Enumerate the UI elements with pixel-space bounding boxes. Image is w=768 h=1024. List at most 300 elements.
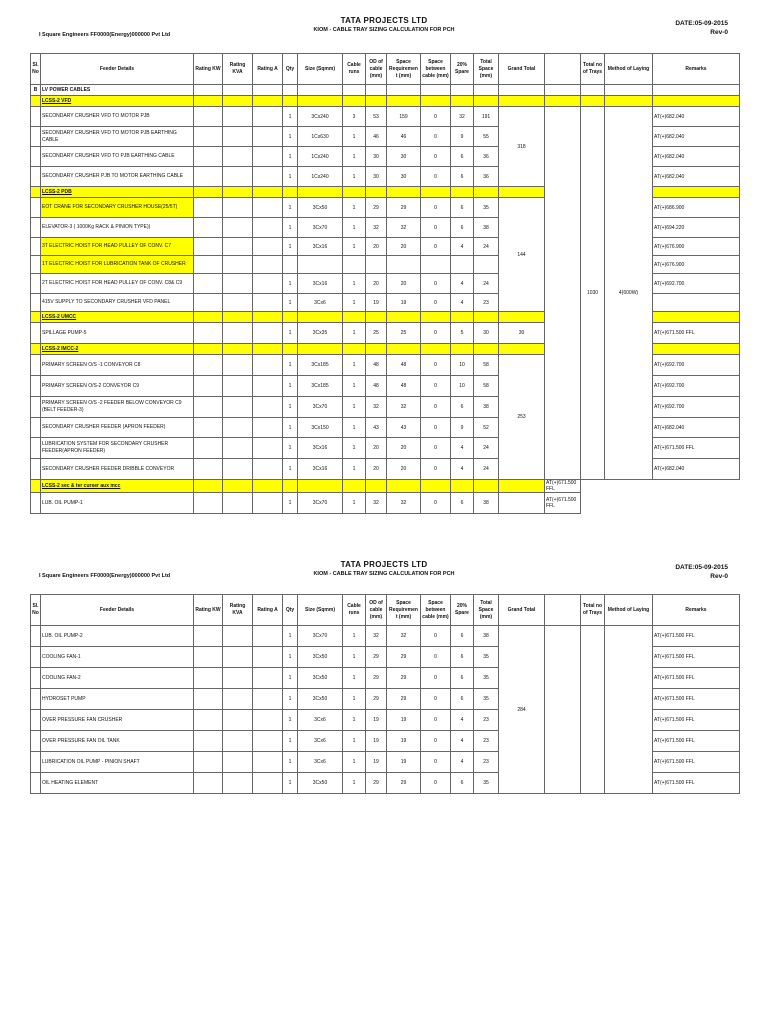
cell-total: 35 bbox=[474, 689, 499, 710]
cell-size: 3Cx50 bbox=[298, 198, 343, 218]
cell-req: 29 bbox=[387, 647, 421, 668]
cell-qty: 1 bbox=[283, 323, 298, 344]
cell-between: 0 bbox=[421, 668, 451, 689]
cell-runs: 1 bbox=[343, 418, 366, 438]
cell-total: 23 bbox=[474, 294, 499, 312]
grand-total-page2: 284 bbox=[499, 626, 545, 794]
cell-total: 24 bbox=[474, 438, 499, 459]
cell-remarks: AT(+)671.500 FFL bbox=[653, 731, 740, 752]
cell-total: 24 bbox=[474, 459, 499, 480]
cell-feeder: LUBRICATION SYSTEM FOR SECONDARY CRUSHER FEEDER(APRON FEEDER) bbox=[41, 438, 194, 459]
cell-req: 48 bbox=[387, 376, 421, 397]
cell-remarks: AT(+)692.700 bbox=[653, 274, 740, 294]
col-remarks: Remarks bbox=[653, 54, 740, 85]
cell-spare: 6 bbox=[451, 647, 474, 668]
cell-total: 36 bbox=[474, 147, 499, 167]
cell-runs: 1 bbox=[343, 238, 366, 256]
cell-feeder: SECONDARY CRUSHER FEEDER (APRON FEEDER) bbox=[41, 418, 194, 438]
cell-req: 32 bbox=[387, 218, 421, 238]
cell-remarks: AT(+)671.500 FFL bbox=[545, 493, 581, 514]
col-feeder-details: Feeder Details bbox=[41, 595, 194, 626]
cell-size bbox=[298, 256, 343, 274]
cell-between: 0 bbox=[421, 773, 451, 794]
cell-runs: 1 bbox=[343, 294, 366, 312]
cell-qty: 1 bbox=[283, 493, 298, 514]
cell-remarks: AT(+)692.700 bbox=[653, 376, 740, 397]
cell-od: 32 bbox=[366, 397, 387, 418]
cell-total: 58 bbox=[474, 355, 499, 376]
cell-qty: 1 bbox=[283, 167, 298, 187]
cell-between: 0 bbox=[421, 689, 451, 710]
vendor-name: I Square Engineers FF0000(Energy)000000 Pvt Ltd bbox=[39, 573, 171, 579]
cell-total: 35 bbox=[474, 773, 499, 794]
cell-total: 36 bbox=[474, 167, 499, 187]
revision-label: Rev-0 bbox=[710, 573, 728, 580]
cell-qty: 1 bbox=[283, 294, 298, 312]
col-remarks: Remarks bbox=[653, 595, 740, 626]
col-cable-runs: Cable runs bbox=[343, 595, 366, 626]
col-space-req: Space Requiremen t (mm) bbox=[387, 595, 421, 626]
cell-size: 3Cx16 bbox=[298, 459, 343, 480]
col-feeder-details: Feeder Details bbox=[41, 54, 194, 85]
cell-feeder: SECONDARY CRUSHER VFD TO MOTOR PJB bbox=[41, 107, 194, 127]
cell-total: 35 bbox=[474, 647, 499, 668]
cell-size: 3Cx240 bbox=[298, 107, 343, 127]
col-rating-a: Rating A bbox=[253, 54, 283, 85]
cell-od: 20 bbox=[366, 438, 387, 459]
cell-runs: 1 bbox=[343, 355, 366, 376]
cell-feeder: SECONDARY CRUSHER PJB TO MOTOR EARTHING CABLE bbox=[41, 167, 194, 187]
cell-od bbox=[366, 256, 387, 274]
cell-req: 46 bbox=[387, 127, 421, 147]
sheet-subtitle: KIOM - CABLE TRAY SIZING CALCULATION FOR PCH bbox=[313, 571, 455, 577]
cell-od: 29 bbox=[366, 647, 387, 668]
group-row-lcss-sec bbox=[31, 480, 740, 493]
cell-runs: 1 bbox=[343, 218, 366, 238]
cell-qty: 1 bbox=[283, 773, 298, 794]
cell-total: 38 bbox=[474, 218, 499, 238]
cell-od: 25 bbox=[366, 323, 387, 344]
cell-spare: 6 bbox=[451, 773, 474, 794]
cell-feeder: COOLING FAN-2 bbox=[41, 668, 194, 689]
cell-between: 0 bbox=[421, 647, 451, 668]
table-header-row bbox=[31, 595, 740, 626]
cell-remarks: AT(+)682.040 bbox=[653, 459, 740, 480]
cell-qty: 1 bbox=[283, 198, 298, 218]
cell-od: 19 bbox=[366, 294, 387, 312]
cell-spare: 4 bbox=[451, 731, 474, 752]
cell-spare: 6 bbox=[451, 689, 474, 710]
col-method: Method of Laying bbox=[605, 595, 653, 626]
grand-total-pdb: 144 bbox=[499, 198, 545, 312]
section-row-lv-power bbox=[31, 85, 740, 96]
table-header-row bbox=[31, 54, 740, 85]
sheet-subtitle: KIOM - CABLE TRAY SIZING CALCULATION FOR PCH bbox=[313, 27, 455, 33]
cell-req: 30 bbox=[387, 167, 421, 187]
cell-size: 3Cx6 bbox=[298, 731, 343, 752]
col-method: Method of Laying bbox=[605, 54, 653, 85]
cell-remarks: AT(+)692.700 bbox=[653, 397, 740, 418]
col-size: Size (Sqmm) bbox=[298, 54, 343, 85]
cell-remarks: AT(+)671.500 FFL bbox=[653, 323, 740, 344]
cell-spare: 10 bbox=[451, 376, 474, 397]
cell-runs: 1 bbox=[343, 731, 366, 752]
cell-size: 3Cx70 bbox=[298, 218, 343, 238]
cell-between: 0 bbox=[421, 167, 451, 187]
cell-req bbox=[387, 256, 421, 274]
cell-between: 0 bbox=[421, 397, 451, 418]
cell-size: 3Cx50 bbox=[298, 689, 343, 710]
cell-od: 48 bbox=[366, 355, 387, 376]
cell-total: 35 bbox=[474, 668, 499, 689]
cell-qty: 1 bbox=[283, 418, 298, 438]
cell-req: 43 bbox=[387, 418, 421, 438]
cell-remarks: AT(+)671.500 FFL bbox=[653, 710, 740, 731]
cell-req: 25 bbox=[387, 323, 421, 344]
cell-req: 30 bbox=[387, 147, 421, 167]
cell-runs: 1 bbox=[343, 376, 366, 397]
cell-total: 52 bbox=[474, 418, 499, 438]
cell-od: 29 bbox=[366, 689, 387, 710]
cell-size: 3Cx6 bbox=[298, 294, 343, 312]
cell-total: 38 bbox=[474, 626, 499, 647]
vendor-name: I Square Engineers FF0000(Energy)000000 Pvt Ltd bbox=[39, 32, 171, 38]
cell-spare: 5 bbox=[451, 323, 474, 344]
cell-qty: 1 bbox=[283, 218, 298, 238]
col-size: Size (Sqmm) bbox=[298, 595, 343, 626]
cell-req: 32 bbox=[387, 493, 421, 514]
cell-feeder: 2T ELECTRIC HOIST FOR HEAD PULLEY OF CONV. C8& C9 bbox=[41, 274, 194, 294]
cell-between: 0 bbox=[421, 710, 451, 731]
cell-spare: 6 bbox=[451, 167, 474, 187]
cell-total: 24 bbox=[474, 274, 499, 294]
cell-feeder: SECONDARY CRUSHER FEEDER DRIBBLE CONVEYOR bbox=[41, 459, 194, 480]
cell-spare: 4 bbox=[451, 459, 474, 480]
cell-size: 3Cx6 bbox=[298, 710, 343, 731]
cell-size: 3Cx16 bbox=[298, 274, 343, 294]
cell-size: 1Cx240 bbox=[298, 147, 343, 167]
cell-between: 0 bbox=[421, 218, 451, 238]
col-spare: 20% Spare bbox=[451, 595, 474, 626]
cell-runs: 1 bbox=[343, 773, 366, 794]
cell-runs: 3 bbox=[343, 107, 366, 127]
cell-feeder: OVER PRESSURE FAN OIL TANK bbox=[41, 731, 194, 752]
cell-size: 3Cx70 bbox=[298, 397, 343, 418]
cell-remarks: AT(+)682.040 bbox=[653, 418, 740, 438]
col-rating-kw: Rating KW bbox=[194, 54, 223, 85]
cell-remarks: AT(+)682.040 bbox=[653, 107, 740, 127]
cell-qty: 1 bbox=[283, 731, 298, 752]
cell-size: 3Cx185 bbox=[298, 355, 343, 376]
col-qty: Qty bbox=[283, 54, 298, 85]
cell-spare: 4 bbox=[451, 274, 474, 294]
cell-between: 0 bbox=[421, 198, 451, 218]
cell-qty: 1 bbox=[283, 438, 298, 459]
col-empty bbox=[545, 54, 581, 85]
col-sl-no: Sl. No bbox=[31, 595, 41, 626]
cell-req: 20 bbox=[387, 274, 421, 294]
cell-runs: 1 bbox=[343, 493, 366, 514]
cell-spare: 6 bbox=[451, 397, 474, 418]
cell-runs: 1 bbox=[343, 668, 366, 689]
date-block bbox=[675, 19, 728, 37]
cell-qty: 1 bbox=[283, 459, 298, 480]
date-label: DATE:05-09-2015 bbox=[675, 564, 728, 571]
cell-spare: 9 bbox=[451, 127, 474, 147]
table-row bbox=[31, 107, 740, 127]
cell-spare: 6 bbox=[451, 218, 474, 238]
cell-od: 19 bbox=[366, 710, 387, 731]
cell-feeder: COOLING FAN-1 bbox=[41, 647, 194, 668]
cell-spare: 4 bbox=[451, 238, 474, 256]
col-total-trays: Total no of Trays bbox=[581, 54, 605, 85]
cell-od: 29 bbox=[366, 198, 387, 218]
cell-spare: 4 bbox=[451, 438, 474, 459]
cell-between: 0 bbox=[421, 626, 451, 647]
cell-between: 0 bbox=[421, 752, 451, 773]
cell-feeder: OVER PRESSURE FAN CRUSHER bbox=[41, 710, 194, 731]
cell-feeder: HYDROSET PUMP bbox=[41, 689, 194, 710]
total-trays-value: 1030 bbox=[581, 107, 605, 480]
cell-size: 3Cx50 bbox=[298, 773, 343, 794]
cell-od: 32 bbox=[366, 218, 387, 238]
cell-od: 43 bbox=[366, 418, 387, 438]
col-rating-kva: Rating KVA bbox=[223, 54, 253, 85]
col-total-space: Total Space (mm) bbox=[474, 54, 499, 85]
cell-between: 0 bbox=[421, 376, 451, 397]
cell-between: 0 bbox=[421, 418, 451, 438]
col-rating-a: Rating A bbox=[253, 595, 283, 626]
cell-od: 30 bbox=[366, 167, 387, 187]
method-of-laying-value: 4(600W) bbox=[605, 107, 653, 480]
col-empty bbox=[545, 595, 581, 626]
cell-total: 23 bbox=[474, 752, 499, 773]
cell-od: 20 bbox=[366, 238, 387, 256]
cell-runs: 1 bbox=[343, 274, 366, 294]
cell-size: 3Cx50 bbox=[298, 668, 343, 689]
date-label: DATE:05-09-2015 bbox=[675, 20, 728, 27]
cell-od: 30 bbox=[366, 147, 387, 167]
col-rating-kva: Rating KVA bbox=[223, 595, 253, 626]
cell-remarks: AT(+)686.900 bbox=[653, 198, 740, 218]
col-qty: Qty bbox=[283, 595, 298, 626]
table-row bbox=[31, 493, 740, 514]
cell-od: 32 bbox=[366, 626, 387, 647]
cell-feeder: PRIMARY SCREEN O/S -2 FEEDER BELOW CONVEYOR C9 (BELT FEEDER-3) bbox=[41, 397, 194, 418]
date-block bbox=[675, 563, 728, 581]
col-sl-no: Sl. No bbox=[31, 54, 41, 85]
cell-req: 29 bbox=[387, 668, 421, 689]
cell-od: 46 bbox=[366, 127, 387, 147]
cell-remarks: AT(+)694.220 bbox=[653, 218, 740, 238]
cell-req: 20 bbox=[387, 459, 421, 480]
cell-size: 3Cx70 bbox=[298, 626, 343, 647]
cell-feeder: LUB. OIL PUMP-2 bbox=[41, 626, 194, 647]
cell-feeder: OIL HEATING ELEMENT bbox=[41, 773, 194, 794]
cell-size: 3Cx6 bbox=[298, 752, 343, 773]
group-label: LCSS-2 sec & ter curser aux mcc bbox=[41, 480, 194, 493]
cell-od: 29 bbox=[366, 668, 387, 689]
cell-qty: 1 bbox=[283, 127, 298, 147]
group-label: LCSS-2 PDB bbox=[41, 187, 194, 198]
cell-spare: 4 bbox=[451, 294, 474, 312]
cell-remarks: AT(+)682.040 bbox=[653, 147, 740, 167]
cell-req: 19 bbox=[387, 710, 421, 731]
cell-qty: 1 bbox=[283, 397, 298, 418]
col-od: OD of cable (mm) bbox=[366, 54, 387, 85]
cell-total: 30 bbox=[474, 323, 499, 344]
col-total-space: Total Space (mm) bbox=[474, 595, 499, 626]
cell-size: 3Cx50 bbox=[298, 647, 343, 668]
cell-feeder: SECONDARY CRUSHER VFD TO PJB EARTHING CABLE bbox=[41, 147, 194, 167]
cell-req: 29 bbox=[387, 689, 421, 710]
cable-tray-table-2 bbox=[30, 594, 740, 794]
cell-between: 0 bbox=[421, 493, 451, 514]
cell-total: 38 bbox=[474, 493, 499, 514]
cell-feeder: 1T ELECTRIC HOIST FOR LUBRICATION TANK OF CRUSHER bbox=[41, 256, 194, 274]
col-od: OD of cable (mm) bbox=[366, 595, 387, 626]
cell-runs: 1 bbox=[343, 167, 366, 187]
cell-od: 19 bbox=[366, 752, 387, 773]
cell-remarks: AT(+)682.040 bbox=[653, 167, 740, 187]
cell-qty: 1 bbox=[283, 752, 298, 773]
cell-feeder: LUB. OIL PUMP-1 bbox=[41, 493, 194, 514]
cell-remarks: AT(+)671.500 FFL bbox=[653, 626, 740, 647]
cell-feeder: PRIMARY SCREEN O/S -1 CONVEYOR C8 bbox=[41, 355, 194, 376]
col-cable-runs: Cable runs bbox=[343, 54, 366, 85]
cell-total: 24 bbox=[474, 238, 499, 256]
cell-size: 3Cx35 bbox=[298, 323, 343, 344]
cell-od: 20 bbox=[366, 459, 387, 480]
cell-remarks: AT(+)692.700 bbox=[653, 355, 740, 376]
section-number: B bbox=[31, 85, 41, 96]
col-space-between: Space between cable (mm) bbox=[421, 54, 451, 85]
cell-spare: 4 bbox=[451, 710, 474, 731]
cell-total: 35 bbox=[474, 198, 499, 218]
cell-spare: 6 bbox=[451, 626, 474, 647]
cell-od: 19 bbox=[366, 731, 387, 752]
cell-runs: 1 bbox=[343, 459, 366, 480]
cell-between: 0 bbox=[421, 731, 451, 752]
cell-runs: 1 bbox=[343, 323, 366, 344]
cell-size: 3Cx70 bbox=[298, 493, 343, 514]
grand-total-imcc: 253 bbox=[499, 355, 545, 480]
cell-od: 20 bbox=[366, 274, 387, 294]
cell-req: 159 bbox=[387, 107, 421, 127]
cell-od: 29 bbox=[366, 773, 387, 794]
cell-size: 3Cx16 bbox=[298, 438, 343, 459]
cell-spare bbox=[451, 256, 474, 274]
cell-qty: 1 bbox=[283, 689, 298, 710]
cell-total: 55 bbox=[474, 127, 499, 147]
cell-feeder: SECONDARY CRUSHER VFD TO MOTOR PJB EARTHING CABLE bbox=[41, 127, 194, 147]
cell-feeder: PRIMARY SCREEN O/S-2 CONVEYOR C9 bbox=[41, 376, 194, 397]
cell-remarks: AT(+)682.040 bbox=[653, 127, 740, 147]
cell-between: 0 bbox=[421, 323, 451, 344]
cell-total: 23 bbox=[474, 710, 499, 731]
cell-total: 58 bbox=[474, 376, 499, 397]
cell-feeder: 415V SUPPLY TO SECONDARY CRUSHER VFD PANEL bbox=[41, 294, 194, 312]
cell-runs: 1 bbox=[343, 127, 366, 147]
cell-remarks: AT(+)671.500 FFL bbox=[653, 752, 740, 773]
cell-qty: 1 bbox=[283, 107, 298, 127]
group-row-lcss-vfd bbox=[31, 96, 740, 107]
group-label: LCSS-2 VFD bbox=[41, 96, 194, 107]
cell-between: 0 bbox=[421, 438, 451, 459]
cell-between: 0 bbox=[421, 274, 451, 294]
col-rating-kw: Rating KW bbox=[194, 595, 223, 626]
cell-spare: 6 bbox=[451, 147, 474, 167]
revision-label: Rev-0 bbox=[710, 29, 728, 36]
cell-runs: 1 bbox=[343, 626, 366, 647]
cell-req: 32 bbox=[387, 626, 421, 647]
cell-od: 53 bbox=[366, 107, 387, 127]
cell-remarks: AT(+)676.900 bbox=[653, 256, 740, 274]
cell-spare: 6 bbox=[451, 493, 474, 514]
cell-runs: 1 bbox=[343, 710, 366, 731]
table-row bbox=[31, 626, 740, 647]
cell-qty: 1 bbox=[283, 355, 298, 376]
cell-runs: 1 bbox=[343, 752, 366, 773]
cell-remarks bbox=[653, 294, 740, 312]
cell-req: 29 bbox=[387, 773, 421, 794]
cell-spare: 6 bbox=[451, 668, 474, 689]
col-grand-total: Grand Total bbox=[499, 595, 545, 626]
cell-total: 38 bbox=[474, 397, 499, 418]
group-label: LCSS-2 UMCC bbox=[41, 312, 194, 323]
cell-req: 19 bbox=[387, 752, 421, 773]
cell-runs: 1 bbox=[343, 147, 366, 167]
cell-feeder: EOT CRANE FOR SECONDARY CRUSHER HOUSE(25/5T) bbox=[41, 198, 194, 218]
cell-req: 19 bbox=[387, 294, 421, 312]
cell-runs: 1 bbox=[343, 689, 366, 710]
cell-qty: 1 bbox=[283, 274, 298, 294]
cell-between: 0 bbox=[421, 459, 451, 480]
cell-req: 48 bbox=[387, 355, 421, 376]
cell-req: 19 bbox=[387, 731, 421, 752]
cell-spare: 10 bbox=[451, 355, 474, 376]
cell-spare: 32 bbox=[451, 107, 474, 127]
cell-req: 20 bbox=[387, 438, 421, 459]
cell-remarks: AT(+)671.500 FFL bbox=[653, 438, 740, 459]
grand-total-vfd: 318 bbox=[499, 107, 545, 187]
cell-total: 191 bbox=[474, 107, 499, 127]
cell-remarks: AT(+)671.500 FFL bbox=[653, 668, 740, 689]
cell-qty: 1 bbox=[283, 376, 298, 397]
cell-qty: 1 bbox=[283, 626, 298, 647]
company-title: TATA PROJECTS LTD bbox=[340, 16, 428, 25]
group-label: LCSS-2 IMCC-2 bbox=[41, 344, 194, 355]
cell-between: 0 bbox=[421, 238, 451, 256]
cell-runs: 1 bbox=[343, 647, 366, 668]
cell-remarks: AT(+)676.900 bbox=[653, 238, 740, 256]
cell-runs bbox=[343, 256, 366, 274]
cell-feeder: 3T ELECTRIC HOIST FOR HEAD PULLEY OF CONV. C7 bbox=[41, 238, 194, 256]
cell-qty: 1 bbox=[283, 238, 298, 256]
section-label: LV POWER CABLES bbox=[41, 85, 194, 96]
cell-between bbox=[421, 256, 451, 274]
cell-od: 32 bbox=[366, 493, 387, 514]
cell-qty bbox=[283, 256, 298, 274]
col-space-req: Space Requiremen t (mm) bbox=[387, 54, 421, 85]
cell-remarks: AT(+)671.500 FFL bbox=[653, 773, 740, 794]
cell-feeder: SPILLAGE PUMP-5 bbox=[41, 323, 194, 344]
cell-size: 3Cx150 bbox=[298, 418, 343, 438]
cell-runs: 1 bbox=[343, 198, 366, 218]
cell-size: 3Cx16 bbox=[298, 238, 343, 256]
cell-total bbox=[474, 256, 499, 274]
cell-size: 3Cx185 bbox=[298, 376, 343, 397]
